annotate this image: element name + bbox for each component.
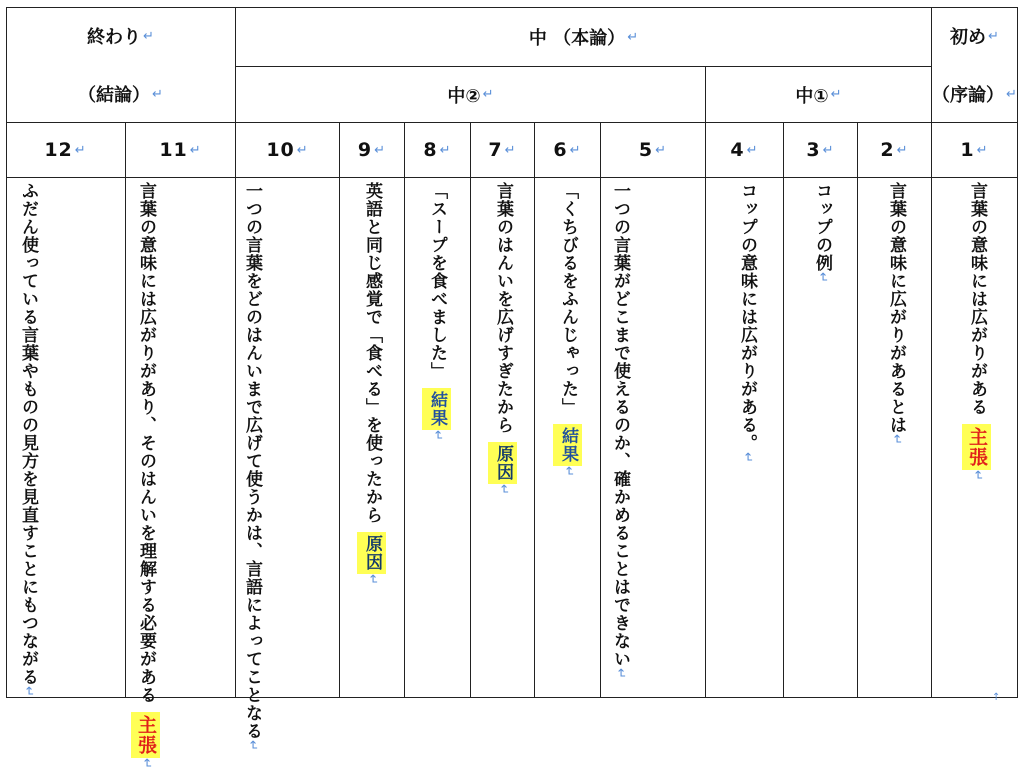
middle2-header xyxy=(236,67,705,122)
paragraph-number-10: 10 ↵ xyxy=(266,139,309,161)
paragraph-number-1: 1 ↵ xyxy=(960,139,989,161)
paragraph-number-5: 5 ↵ xyxy=(638,139,668,161)
paragraph-number-4: 4 ↵ xyxy=(730,139,759,161)
paragraph-5-line-1: 一つの言葉がどこまで使えるのか、確かめることはでき xyxy=(610,182,630,632)
intro-label: （序論） xyxy=(932,85,1005,106)
paragraph-11-line-1: 言葉の意味には広がりがあり、そのはんいを理解する必 xyxy=(136,182,156,632)
claim-tag: 主張 xyxy=(131,712,160,758)
paragraph-3-summary: コップの例↵ xyxy=(812,182,832,284)
paragraph-number-3: 3 ↵ xyxy=(806,139,835,161)
end-label: 終わり xyxy=(87,27,142,48)
paragraph-9-summary: 英語と同じ感覚で「食べる」を使ったから原因↵ xyxy=(357,182,386,687)
beginning-label: 初め xyxy=(950,27,987,48)
paragraph-12-line-1: ふだん使っている言葉やものの見方を見直すことにもつ xyxy=(18,182,38,632)
paragraph-6-text: 「くちびるをふんじゃった」 xyxy=(558,182,578,416)
return-icon: ↑ xyxy=(992,692,1001,703)
return-icon: ↵ xyxy=(152,86,163,102)
end-header xyxy=(6,12,235,60)
paragraph-7-text: 言葉のはんいを広げすぎたから xyxy=(493,182,513,434)
paragraph-11-line-2: 要がある xyxy=(136,632,156,704)
paragraph-10-line-2: ってことなる xyxy=(242,632,262,740)
paragraph-number-7: 7 ↵ xyxy=(488,139,517,161)
paragraph-10-summary: 一つの言葉をどのはんいまで広げて使うかは、言語によってことなる↵ xyxy=(242,182,262,752)
paragraph-9-text: 英語と同じ感覚で「食べる」を使ったから xyxy=(362,182,382,524)
conclusion-header xyxy=(6,66,235,122)
return-icon: ↵ xyxy=(1006,86,1017,102)
paragraph-12-summary: ふだん使っている言葉やものの見方を見直すことにもつながる↵ xyxy=(18,182,38,698)
paragraph-7-summary: 言葉のはんいを広げすぎたから原因↵ xyxy=(488,182,517,687)
paragraph-2-summary: 言葉の意味に広がりがあるとは↵ xyxy=(886,182,906,446)
paragraph-8-text: 「スープを食べました」 xyxy=(427,182,447,380)
middle1-header xyxy=(706,67,931,122)
beginning-header xyxy=(932,12,1017,60)
cause-tag: 原因 xyxy=(488,442,517,484)
cause-tag: 原因 xyxy=(357,532,386,574)
paragraph-11-summary: 言葉の意味には広がりがあり、そのはんいを理解する必要がある主張↵ xyxy=(131,182,160,687)
return-icon: ↵ xyxy=(482,87,494,102)
paragraph-number-9: 9 ↵ xyxy=(357,139,387,161)
paragraph-1-text: 言葉の意味には広がりがある xyxy=(967,182,987,416)
paragraph-number-11: 11 ↵ xyxy=(159,139,202,161)
paragraph-number-6: 6 ↵ xyxy=(553,139,582,161)
paragraph-number-12: 12 ↵ xyxy=(44,139,87,161)
result-tag: 結果 xyxy=(422,388,451,430)
paragraph-5-summary: 一つの言葉がどこまで使えるのか、確かめることはできない↵ xyxy=(610,182,630,680)
paragraph-5-line-2: ない xyxy=(610,632,630,668)
middle2-label: 中② xyxy=(447,85,481,107)
middle-label: 中 （本論） xyxy=(528,28,626,49)
paragraph-2-text: 言葉の意味に広がりがあるとは xyxy=(886,182,906,434)
claim-tag: 主張 xyxy=(962,424,991,470)
paragraph-4-text: コップの意味には広がりがある。 xyxy=(737,182,757,452)
paragraph-12-line-2: ながる xyxy=(18,632,38,686)
result-tag: 結果 xyxy=(553,424,582,466)
conclusion-label: （結論） xyxy=(78,85,151,106)
middle1-label: 中① xyxy=(795,85,829,107)
paragraph-number-2: 2 ↵ xyxy=(880,139,909,161)
paragraph-8-summary: 「スープを食べました」結果↵ xyxy=(422,182,451,687)
paragraph-3-text: コップの例 xyxy=(812,182,832,272)
middle-header xyxy=(236,8,931,66)
paragraph-number-8: 8 ↵ xyxy=(423,139,452,161)
return-icon: ↵ xyxy=(830,87,842,102)
return-icon: ↵ xyxy=(627,29,639,45)
paragraph-6-summary: 「くちびるをふんじゃった」結果↵ xyxy=(553,182,582,687)
return-icon: ↵ xyxy=(143,28,154,44)
intro-header xyxy=(932,66,1017,122)
return-icon: ↵ xyxy=(988,28,999,44)
paragraph-10-line-1: 一つの言葉をどのはんいまで広げて使うかは、言語によ xyxy=(242,182,262,632)
paragraph-1-summary: 言葉の意味には広がりがある主張↵ xyxy=(962,182,991,687)
paragraph-4-summary: コップの意味には広がりがある。↵ xyxy=(737,182,757,464)
